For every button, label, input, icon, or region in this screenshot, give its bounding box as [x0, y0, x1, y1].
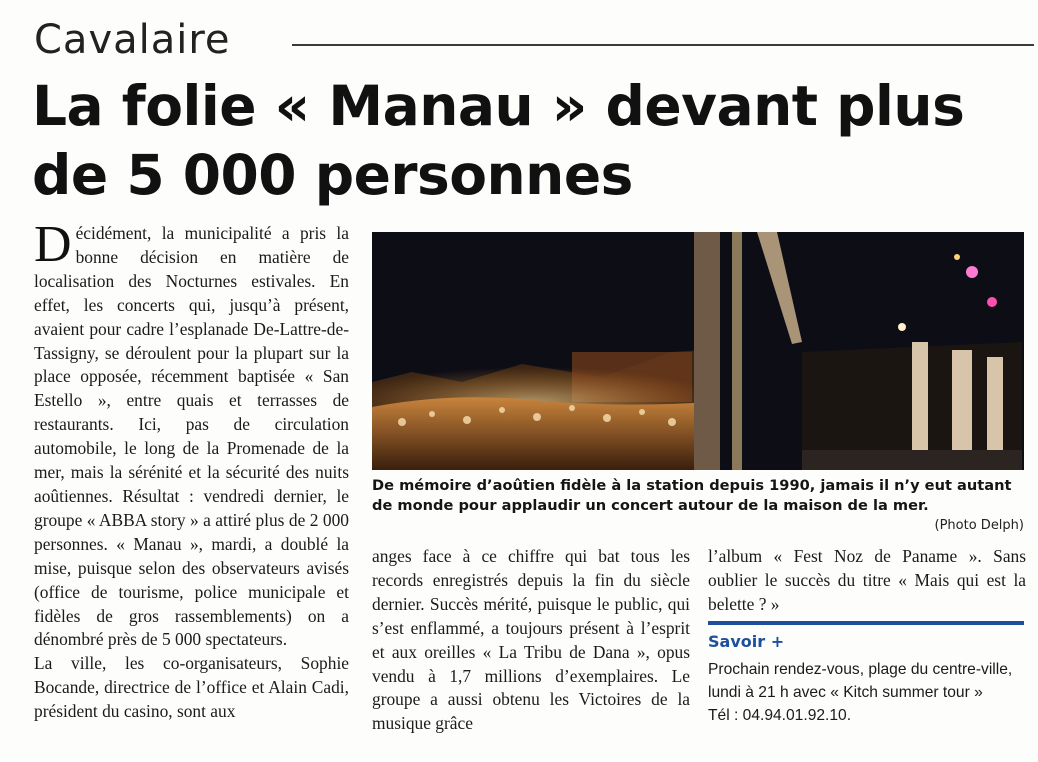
article-headline — [32, 72, 1032, 210]
drop-cap: D — [34, 216, 72, 273]
savoir-plus-box — [708, 658, 1028, 727]
article-column-1 — [34, 216, 349, 724]
section-rule — [292, 44, 1034, 46]
headline-line-1: La folie « Manau » devant plus — [32, 74, 965, 138]
photo-credit: (Photo Delph) — [934, 518, 1024, 533]
savoir-plus-line-3: Tél : 04.94.01.92.10. — [708, 707, 852, 724]
concert-photo-illustration — [372, 232, 1024, 470]
concert-photo — [372, 232, 1024, 470]
savoir-plus-line-2: lundi à 21 h avec « Kitch summer tour » — [708, 684, 983, 701]
article-column-2: anges face à ce chiffre qui bat tous les records enregistrés depuis la fin du siècle dernier. Succès mérité, puisque le public, qui s’est enflammé, a toujours présent à l’esprit et aux oreilles « La Tribu de Dana », opus vendu à 1,7 millions d’exemplaires. Le groupe a aussi obtenu les Victoires de la musique grâce — [372, 546, 690, 734]
article-paragraph-2: La ville, les co-organisateurs, Sophie Bocande, directrice de l’office et Alain Cadi, président du casino, sont aux — [34, 653, 349, 722]
article-paragraph-1 — [34, 216, 349, 652]
photo-caption: De mémoire d’aoûtien fidèle à la station depuis 1990, jamais il n’y eut autant de monde pour applaudir un concert autour de la maison de la mer. — [372, 477, 1012, 514]
article-column-3: l’album « Fest Noz de Paname ». Sans oublier le succès du titre « Mais qui est la belette ? » — [708, 546, 1026, 614]
section-title: Cavalaire — [34, 17, 231, 63]
headline-line-2: de 5 000 personnes — [32, 143, 633, 207]
savoir-plus-rule — [708, 621, 1024, 625]
savoir-plus-title: Savoir + — [708, 632, 785, 651]
savoir-plus-line-1: Prochain rendez-vous, plage du centre-ville, — [708, 661, 1013, 678]
article-paragraph-1-text: écidément, la municipalité a pris la bonne décision en matière de localisation des Nocturnes estivales. En effet, les concerts qui, jusqu’à présent, avaient pour cadre l’esplanade De-Lattre-de-Tassigny, se déroulent pour la plupart sur la place opposée, récemment baptisée « San Estello », entre quais et terrasses de restaurants. Ici, pas de circulation automobile, le long de la Promenade de la mer, mais la sérénité et la sécurité des nuits aoûtiennes. Résultat : vendredi dernier, le groupe « ABBA story » a attiré plus de 2 000 personnes. « Manau », mardi, a doublé la mise, puisque selon des observateurs avisés (office de tourisme, police municipale et fidèles de gros rassemblements) on a dénombré près de 5 000 spectateurs. — [34, 223, 349, 650]
